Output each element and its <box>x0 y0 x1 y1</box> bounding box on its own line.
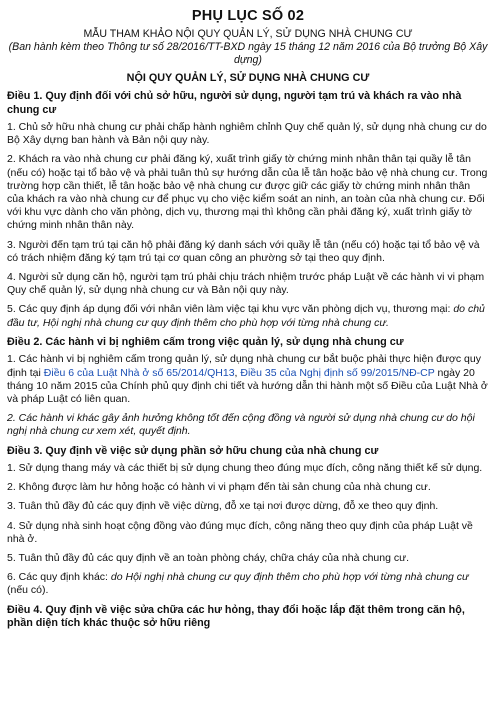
clause-text-end: (nếu có). <box>7 584 49 597</box>
article-3-clause-3: 3. Tuân thủ đầy đủ các quy định về việc dừng, đỗ xe tại nơi được dừng, đỗ xe theo quy định. <box>7 500 439 513</box>
clause-separator: , <box>234 366 241 379</box>
clause-italic-text: do Hội nghị nhà chung cư quy định thêm cho phù hợp với từng nhà chung cư <box>110 571 469 584</box>
article-1-clause-2: 2. Khách ra vào nhà chung cư phải đăng ký, xuất trình giấy tờ chứng minh nhân thân tại quầy lễ tân (nếu có) hoặc tại tổ bảo vệ và phải tuân thủ sự hướng dẫn của lễ tân hoặc bảo vệ nhà chung cư. Trong trường hợp cần thiết, lễ tân hoặc bảo vệ nhà chung cư được giữ các giấy tờ chứng minh nhân thân của khách ra vào nhà chung cư để phục vụ cho việc kiểm soát an ninh, an toàn của nhà chung cư. Đối với khu vực dành cho văn phòng, dịch vụ, thương mại thì không cần phải đăng ký, xuất trình giấy tờ chứng minh nhân thân này. <box>7 153 488 232</box>
article-1-title: Điều 1. Quy định đối với chủ sở hữu, người sử dụng, người tạm trú và khách ra vào nhà chung cư <box>7 90 462 116</box>
clause-text: 1. Các hành vi bị nghiêm cấm trong quản lý, sử dụng nhà chung cư bắt buộc phải thực hiện được quy định tại <box>7 353 481 379</box>
article-4-title: Điều 4. Quy định về việc sửa chữa các hư hỏng, thay đổi hoặc lắp đặt thêm trong căn hộ, phần diện tích khác thuộc sở hữu riêng <box>7 603 465 630</box>
article-3-clause-1: 1. Sử dụng thang máy và các thiết bị sử dụng chung theo đúng mục đích, công năng thiết kế sử dụng. <box>7 462 483 475</box>
article-3-clause-2: 2. Không được làm hư hỏng hoặc có hành vi vi phạm đến tài sản chung của nhà chung cư. <box>7 481 431 494</box>
document-subtitle: MẪU THAM KHẢO NỘI QUY QUẢN LÝ, SỬ DỤNG NHÀ CHUNG CƯ <box>83 28 413 40</box>
article-3-clause-5: 5. Tuân thủ đầy đủ các quy định về an toàn phòng cháy, chữa cháy của nhà chung cư. <box>7 552 410 565</box>
decree-link[interactable]: Điều 35 của Nghị định số 99/2015/NĐ-CP <box>240 366 435 379</box>
clause-text: 5. Các quy định áp dụng đối với nhân viên làm việc tại khu vực văn phòng dịch vụ, thương mại: <box>7 303 454 316</box>
article-1-clause-4: 4. Người sử dụng căn hộ, người tạm trú phải chịu trách nhiệm trước pháp Luật về các hành vi vi phạm Quy chế quản lý, sử dụng nhà chung cư và Bản nội quy này. <box>7 271 485 297</box>
article-2-clause-1 <box>7 353 489 406</box>
clause-text: 6. Các quy định khác: <box>7 571 111 584</box>
article-2-title: Điều 2. Các hành vi bị nghiêm cấm trong việc quản lý, sử dụng nhà chung cư <box>7 335 404 348</box>
article-3-clause-4: 4. Sử dụng nhà sinh hoạt cộng đồng vào đúng mục đích, công năng theo quy định của pháp Luật về nhà ở. <box>7 519 473 545</box>
article-1-clause-1: 1. Chủ sở hữu nhà chung cư phải chấp hành nghiêm chỉnh Quy chế quản lý, sử dụng nhà chung cư do Bộ Xây dựng ban hành và Bản nội quy này. <box>7 121 487 147</box>
housing-law-link[interactable]: Điều 6 của Luật Nhà ở số 65/2014/QH13 <box>43 366 235 379</box>
article-3-title: Điều 3. Quy định về việc sử dụng phần sở hữu chung của nhà chung cư <box>7 444 379 457</box>
article-3-clause-6 <box>7 571 489 597</box>
article-1-clause-5 <box>7 303 489 329</box>
clause-italic-text: do chủ đầu tư, Hội nghị nhà chung cư quy định thêm cho phù hợp với từng nhà chung cư. <box>7 303 485 329</box>
article-1-clause-3: 3. Người đến tạm trú tại căn hộ phải đăng ký danh sách với quầy lễ tân (nếu có) hoặc tại tổ bảo vệ và có trách nhiệm đăng ký tạm trú tại cơ quan công an phường sở tại theo quy định. <box>7 238 480 264</box>
page-title: PHỤ LỤC SỐ 02 <box>191 8 305 24</box>
article-2-clause-2: 2. Các hành vi khác gây ảnh hưởng không tốt đến cộng đồng và người sử dụng nhà chung cư do hội nghị nhà chung cư xem xét, quyết định. <box>7 412 475 438</box>
clause-text-end: ngày 20 tháng 10 năm 2015 của Chính phủ quy định chi tiết và hướng dẫn thi hành một số Điều của Luật Nhà ở và pháp Luật có liên quan. <box>7 366 488 405</box>
issued-note: (Ban hành kèm theo Thông tư số 28/2016/TT-BXD ngày 15 tháng 12 năm 2016 của Bộ trưởng Bộ Xây dựng) <box>8 41 488 66</box>
regulation-heading: NỘI QUY QUẢN LÝ, SỬ DỤNG NHÀ CHUNG CƯ <box>126 72 370 84</box>
